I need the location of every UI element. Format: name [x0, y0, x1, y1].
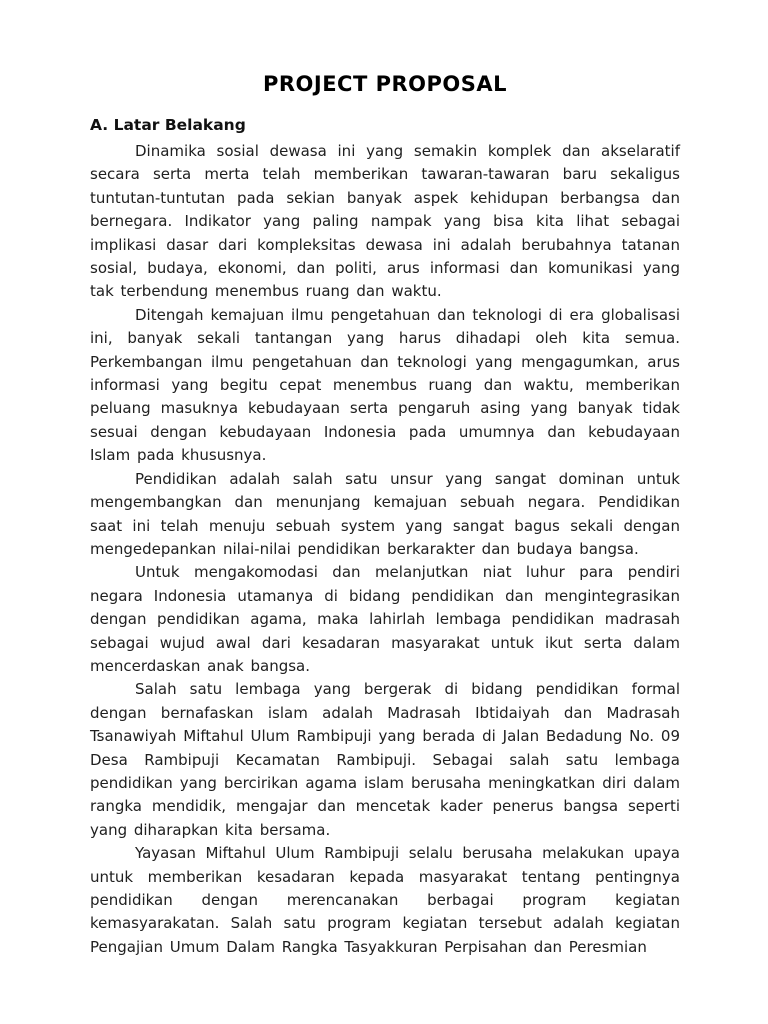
document-content — [90, 72, 680, 959]
paragraph-6: Yayasan Miftahul Ulum Rambipuji selalu berusaha melakukan upaya untuk memberikan kesadaran kepada masyarakat tentang pentingnya pendidikan dengan merencanakan berbagai program kegiatan kemasyarakatan. Salah satu program kegiatan tersebut adalah kegiatan Pengajian Umum Dalam Rangka Tasyakkuran Perpisahan dan Peresmian — [90, 844, 680, 956]
body-text — [90, 140, 680, 959]
paragraph-1: Dinamika sosial dewasa ini yang semakin komplek dan akselaratif secara serta merta telah memberikan tawaran-tawaran baru sekaligus tuntutan-tuntutan pada sekian banyak aspek kehidupan berbangsa dan bernegara. Indikator yang paling nampak yang bisa kita lihat sebagai implikasi dasar dari kompleksitas dewasa ini adalah berubahnya tatanan sosial, budaya, ekonomi, dan politi, arus informasi dan komunikasi yang tak terbendung menembus ruang dan waktu. — [90, 142, 680, 301]
paragraph-3: Pendidikan adalah salah satu unsur yang sangat dominan untuk mengembangkan dan menunjang kemajuan sebuah negara. Pendidikan saat ini telah menuju sebuah system yang sangat bagus sekali dengan mengedepankan nilai-nilai pendidikan berkarakter dan budaya bangsa. — [90, 469, 680, 558]
paragraph-5: Salah satu lembaga yang bergerak di bidang pendidikan formal dengan bernafaskan islam adalah Madrasah Ibtidaiyah dan Madrasah Tsanawiyah Miftahul Ulum Rambipuji yang berada di Jalan Bedadung No. 09 Desa Rambipuji Kecamatan Rambipuji. Sebagai salah satu lembaga pendidikan yang bercirikan agama islam berusaha meningkatkan diri dalam rangka mendidik, mengajar dan mencetak kader penerus bangsa seperti yang diharapkan kita bersama. — [90, 680, 680, 839]
paragraph-2: Ditengah kemajuan ilmu pengetahuan dan teknologi di era globalisasi ini, banyak sekali tantangan yang harus dihadapi oleh kita semua. Perkembangan ilmu pengetahuan dan teknologi yang mengagumkan, arus informasi yang begitu cepat menembus ruang dan waktu, memberikan peluang masuknya kebudayaan serta pengaruh asing yang banyak tidak sesuai dengan kebudayaan Indonesia pada umumnya dan kebudayaan Islam pada khususnya. — [90, 305, 680, 465]
document-title: PROJECT PROPOSAL — [262, 72, 508, 96]
paragraph-4: Untuk mengakomodasi dan melanjutkan niat luhur para pendiri negara Indonesia utamanya di bidang pendidikan dan mengintegrasikan dengan pendidikan agama, maka lahirlah lembaga pendidikan madrasah sebagai wujud awal dari kesadaran masyarakat untuk ikut serta dalam mencerdaskan anak bangsa. — [90, 563, 680, 675]
section-heading-latar-belakang: A. Latar Belakang — [90, 116, 246, 134]
